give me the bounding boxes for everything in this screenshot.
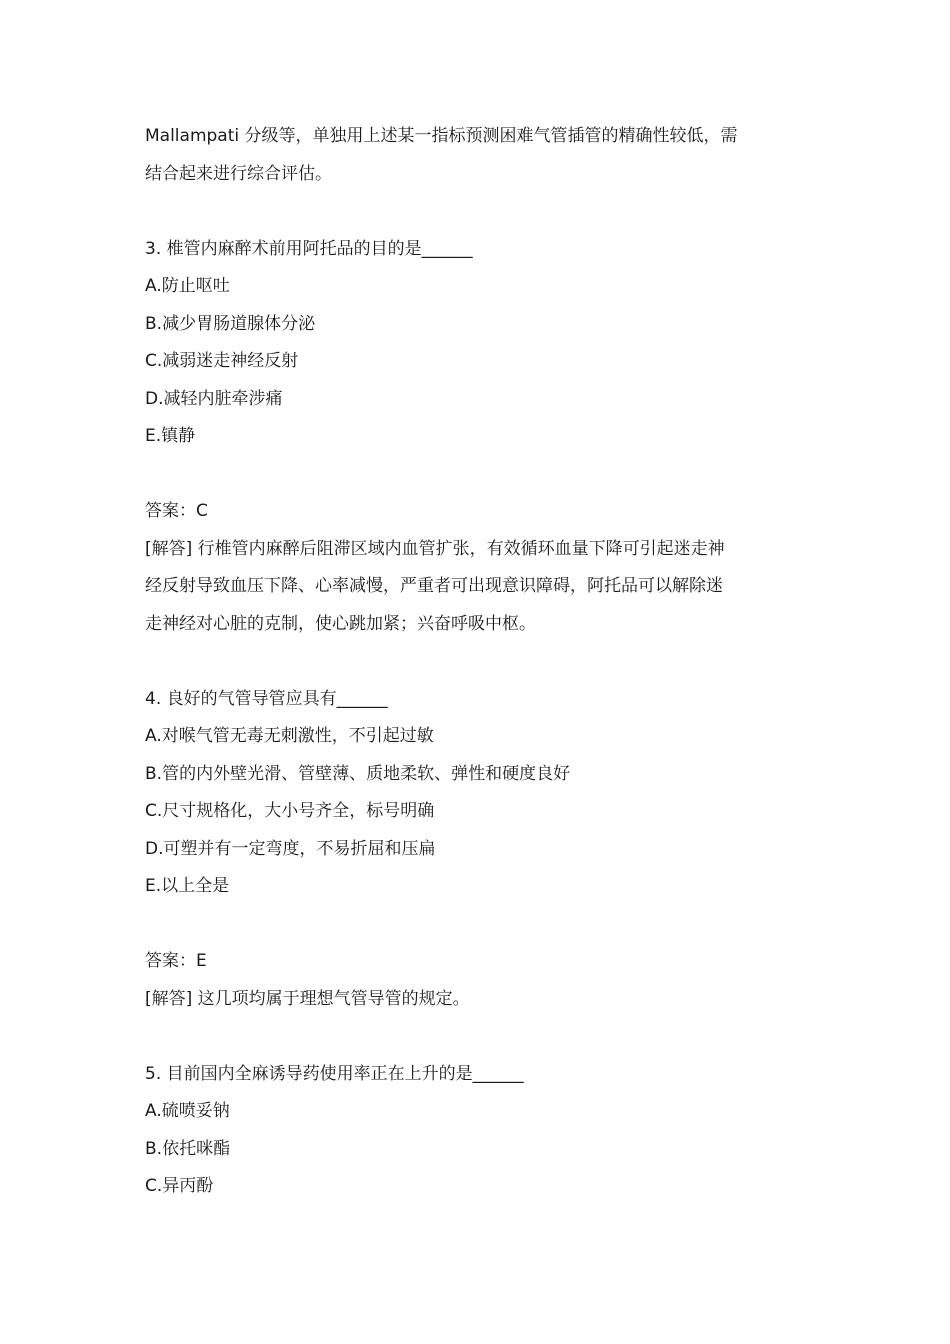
q5-option-c: C.异丙酚 bbox=[145, 1176, 214, 1196]
q3-option-c: C.减弱迷走神经反射 bbox=[145, 351, 299, 371]
q3-option-e: E.镇静 bbox=[145, 426, 196, 446]
q3-explanation-line: [解答] 行椎管内麻醉后阻滞区域内血管扩张，有效循环血量下降可引起迷走神 bbox=[145, 538, 725, 559]
q4-answer: 答案：E bbox=[145, 951, 207, 971]
q3-explanation-line: 走神经对心脏的克制，使心跳加紧；兴奋呼吸中枢。 bbox=[145, 613, 536, 634]
intro-line: 结合起来进行综合评估。 bbox=[145, 163, 332, 184]
q4-option-c: C.尺寸规格化，大小号齐全，标号明确 bbox=[145, 801, 435, 821]
spacer bbox=[145, 643, 810, 681]
q3-option-b: B.减少胃肠道腺体分泌 bbox=[145, 313, 316, 334]
spacer bbox=[145, 1018, 810, 1056]
q4-option-b: B.管的内外壁光滑、管壁薄、质地柔软、弹性和硬度良好 bbox=[145, 763, 571, 784]
question-3: 3. 椎管内麻醉术前用阿托品的目的是______ bbox=[145, 238, 473, 259]
q3-option-a: A.防止呕吐 bbox=[145, 276, 230, 296]
spacer bbox=[145, 906, 810, 944]
spacer bbox=[145, 193, 810, 231]
spacer bbox=[145, 456, 810, 494]
q3-option-d: D.减轻内脏牵涉痛 bbox=[145, 388, 283, 409]
q4-explanation-line: [解答] 这几项均属于理想气管导管的规定。 bbox=[145, 988, 470, 1009]
q5-option-b: B.依托咪酯 bbox=[145, 1138, 231, 1159]
question-4: 4. 良好的气管导管应具有______ bbox=[145, 688, 388, 709]
question-5: 5. 目前国内全麻诱导药使用率正在上升的是______ bbox=[145, 1063, 524, 1084]
intro-line: Mallampati 分级等，单独用上述某一指标预测困难气管插管的精确性较低，需 bbox=[145, 126, 738, 146]
q4-option-a: A.对喉气管无毒无刺激性，不引起过敏 bbox=[145, 726, 434, 746]
q4-option-d: D.可塑并有一定弯度，不易折屈和压扁 bbox=[145, 838, 436, 859]
q3-explanation-line: 经反射导致血压下降、心率减慢，严重者可出现意识障碍，阿托品可以解除迷 bbox=[145, 576, 723, 596]
q4-option-e: E.以上全是 bbox=[145, 876, 230, 896]
q5-option-a: A.硫喷妥钠 bbox=[145, 1101, 230, 1121]
document-page bbox=[145, 118, 810, 1206]
q3-answer: 答案：C bbox=[145, 501, 208, 521]
